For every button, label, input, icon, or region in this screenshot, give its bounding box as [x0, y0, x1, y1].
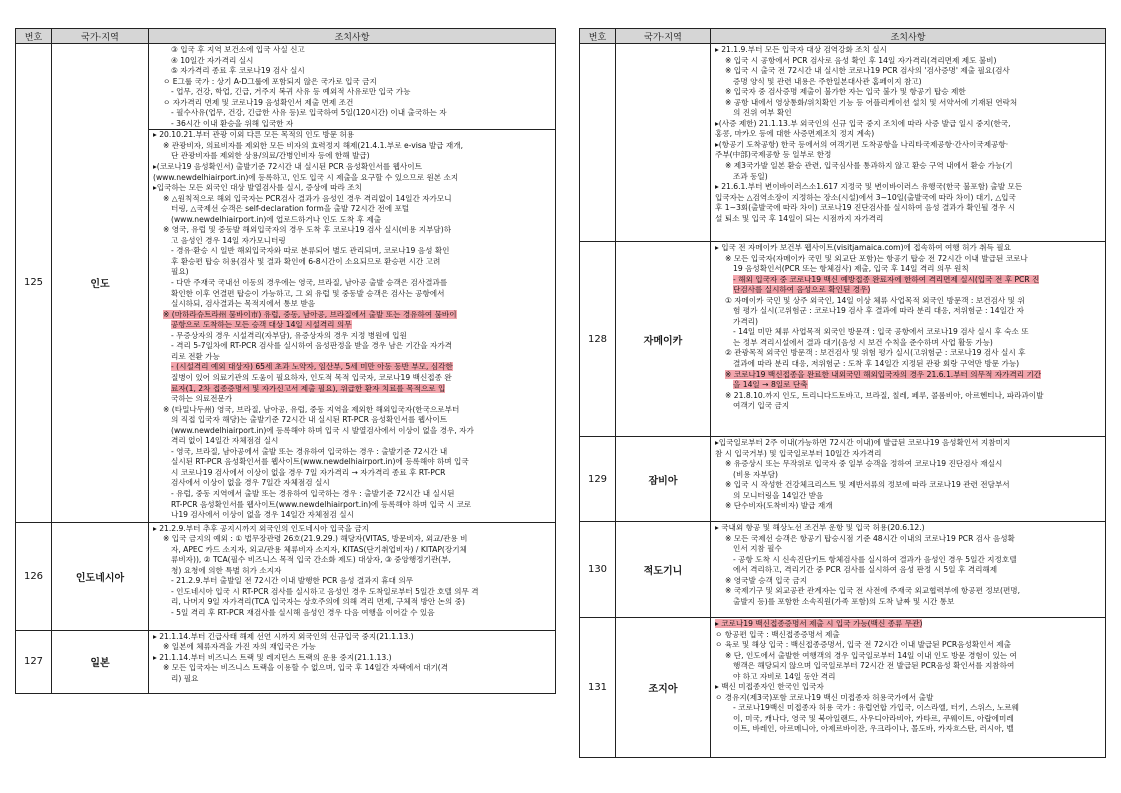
country-name: 적도기니: [616, 522, 711, 618]
measure-line: 확인한 이후 연결편 탑승이 가능하고, 그 외 유럽 및 중동발 승객은 검사는 공항에서: [171, 288, 445, 298]
measure-line: ※ 21.8.10.까지 인도, 트리니다드토바고, 브라질, 칠레, 페루, 콜롬비아, 아르헨티나, 파라과이발: [725, 390, 1044, 400]
highlighted-text: 료자(1, 2차 접종증명서 및 자가신고서 제출 필요), 위급한 환자 치료를 목적으로 입: [171, 383, 446, 393]
table-header-row: [16, 29, 556, 44]
measure-line: ※ 일본에 체류자격을 가진 자의 재입국은 가능: [163, 642, 316, 652]
measure-line: ② 관광목적 외국인 방문객 : 보건검사 및 위험 평가 실시(고위험군 : 코로나19 검사 실시 후: [725, 348, 1026, 358]
measure-line: 는 정부 격리시설에서 결과 대기(음성 시 보건 수칙을 준수하며 사업 활동 가능): [733, 337, 993, 347]
measure-line: 고 음성인 경우 14일 자가모니터링: [171, 235, 286, 245]
measure-line: ※ 입국 시 출국 전 72시간 내 실시한 코로나19 PCR 검사의 '검사증명' 제출 필요(검사: [725, 66, 1010, 76]
measures-cell: [149, 522, 556, 630]
measure-line: ㅇ E그룹 국가 : 상기 A-D그룹에 포함되지 않은 국가로 입국 금지: [163, 76, 377, 86]
measure-line: [153, 384, 552, 395]
measure-line: [715, 285, 1102, 296]
measure-line: ※ 영국, 유럽 및 중동발 해외입국자의 경우 도착 후 코로나19 검사 실시(비용 지부담)하: [163, 225, 452, 235]
table-row: [580, 242, 1106, 437]
measure-line: ㅇ 항공편 입국 : 백신접종증명서 제출: [715, 629, 840, 639]
measure-line: RT-PCR 음성확인서를 웹사이트(www.newdelhiairport.in)에 등록해야 하며 입국 시 코로: [171, 499, 472, 509]
measure-line: ※ 유증상시 또는 무작위로 입국자 중 일부 승객을 정하여 코로나19 진단검사 재실시: [725, 459, 1003, 469]
measure-line: 주부(中部)국제공항 등 일부로 한정: [715, 150, 832, 160]
measure-line: - 다만 주재국 국내선 이동의 경우에는 영국, 브라질, 남아공 출발 승객은 검사결과를: [171, 278, 448, 288]
measure-line: ※ 입국 시 공항에서 PCR 검사로 음성 확인 후 14일 자가격리(격리면제 제도 불비): [725, 55, 997, 65]
table-row: [16, 630, 556, 693]
measure-line: 행객은 해당되지 않으며 입국일로부터 72시간 전 발급된 PCR음성 확인서를 지참하여: [733, 661, 1015, 671]
row-number: 129: [580, 437, 616, 522]
measure-line: ※ 영국발 승객 입국 금지: [725, 575, 808, 585]
measure-line: 리로 전환 가능: [171, 351, 220, 361]
header-country: 국가·지역: [616, 29, 711, 44]
measure-line: 청) 요청에 의한 특별 허가 소지자: [171, 565, 282, 575]
measure-line: ▸(코로나19 음성확인서) 출발기준 72시간 내 실시된 PCR 음성확인서를 웹사이트: [153, 162, 422, 172]
left-measures-table: [15, 28, 556, 694]
measure-line: 야 하고 자비로 14일 동안 격리: [733, 671, 836, 681]
country-name: [616, 44, 711, 242]
measures-cell: [149, 44, 556, 523]
measure-line: [715, 275, 1102, 286]
measure-line: ㅇ 자가격리 면제 및 코로나19 음성확인서 제출 면제 조건: [163, 97, 354, 107]
measure-line: 나19 검사에서 이상이 없을 경우 14일간 자체점검 실시: [171, 510, 354, 520]
measure-line: ※ 입국 금지의 예외 : ① 법무장관령 26호(21.9.29.) 해당자(VITAS, 방문비자, 외교/관용 비: [163, 534, 468, 544]
measure-line: ▸ 백신 미접종자인 한국인 입국자: [715, 682, 824, 692]
measure-line: ▸입국일로부터 2주 이내(가능하면 72시간 이내)에 발급된 코로나19 음성확인서 지참미지: [715, 438, 1011, 447]
measure-line: 실시하되, 검사결과는 목적지에서 통보 받음: [171, 299, 316, 309]
country-name: 인도: [52, 44, 149, 523]
header-measures: 조치사항: [711, 29, 1106, 44]
measure-line: ▸(사증 제한) 21.1.13.부 외국인의 신규 입국 중지 조치에 따라 사증 발급 일시 중지(한국,: [715, 118, 1011, 128]
measure-line: 필요): [171, 267, 189, 277]
highlighted-text: 을 14일 → 8일로 단축: [733, 380, 808, 390]
measure-line: 인서 지참 필수: [733, 544, 782, 554]
measure-line: 참 시 입국거부) 및 입국일로부터 10일간 자가격리: [715, 448, 882, 458]
measure-line: ※ 단수비자(도착비자) 발급 재개: [725, 501, 833, 511]
measure-line: 리) 필요: [171, 673, 199, 683]
measure-line: 질병이 있어 의료기관의 도움이 필요하자, 인도적 목적 입국자, 코로나19 백신접종 완: [171, 372, 452, 382]
measure-line: 리, 나머지 9일 자가격리(TCA 입국자는 상호주의에 의해 격리 면제, 구체적 방안 논의 중): [171, 597, 465, 607]
measure-line: - 유럽, 중동 지역에서 출발 또는 경유하여 입국하는 경우 : 출발기준 72시간 내 실시된: [171, 488, 455, 498]
measure-line: ▸ 21.1.9.부터 모든 입국자 대상 검역강화 조치 실시: [715, 45, 887, 54]
measure-line: - 필수사유(업무, 건강, 긴급한 사유 등)로 입국하여 5일(120시간) 이내 출국하는 자: [171, 108, 447, 118]
measure-line: (비용 자부담): [733, 469, 779, 479]
measure-line: 의 진위 여부 확인: [733, 108, 792, 118]
measure-line: 국하는 의료전문가: [171, 394, 233, 404]
measure-line: 격리 없이 14일간 자체점검 실시: [171, 436, 279, 446]
measure-line: 이트, 바레인, 아르메니아, 아제르바이잔, 우크라이나, 몰도바, 카자흐스탄, 러시아, 벨: [733, 724, 1014, 734]
measure-line: ㅇ 경유지(제3국)포함 코로나19 백신 미접종자 허용국가에서 출발: [715, 692, 934, 702]
highlighted-text: ※ (마하라슈트라州 뭄바이市) 유럽, 중동, 남아공, 브라질에서 출발 또는 경유하여 뭄바이: [163, 309, 457, 319]
row-number: 125: [16, 44, 52, 523]
right-measures-table: [579, 28, 1106, 758]
measure-line: ① 자메이카 국민 및 상주 외국인, 14일 이상 체류 사업목적 외국인 방문객 : 보건검사 및 위: [725, 295, 1025, 305]
measure-line: ▸ 20.10.21.부터 관광 이외 다른 모든 목적의 인도 방문 허용: [149, 129, 555, 141]
measure-line: - 공항 도착 시 신속진단키트 항체검사를 실시하여 결과가 음성인 경우 5일간 지정호텔: [733, 554, 1017, 564]
measure-line: 가격리): [733, 316, 758, 326]
measure-line: - 인도네시아 입국 시 RT-PCR 검사를 실시하고 음성인 경우 도착일로부터 5일간 호텔 의무 격: [171, 586, 479, 596]
table-row: [16, 522, 556, 630]
measure-line: ㅇ 육로 및 해상 입국 : 백신접종증명서, 입국 전 72시간 이내 발급된 PCR음성확인서 제출: [715, 640, 1011, 650]
measure-line: ⑤ 자가격리 종료 후 코로나19 검사 실시: [171, 66, 305, 76]
measure-line: 조과 동일): [733, 171, 768, 181]
row-number: 127: [16, 630, 52, 693]
measure-line: 단 관광비자를 제외한 상용/의료/간병인비자 등에 한해 발급): [171, 151, 370, 161]
measure-line: ▸ 21.1.14.부터 긴급사태 해제 선언 시까지 외국인의 신규입국 중지(21.1.13.): [153, 631, 414, 641]
measure-line: 19 음성확인서(PCR 또는 항체검사) 제출, 입국 후 14일 격리 의무 원칙: [733, 264, 969, 274]
highlighted-text: ▸ 코로나19 백신접종증명서 제출 시 입국 가능(백신 종류 무관): [715, 619, 923, 628]
measure-line: 터링, △국제선 승객은 self-declaration form을 출발 72시간 전에 포털: [171, 204, 410, 214]
measures-cell: [711, 437, 1106, 522]
measure-line: ※ 입국자 중 검사증명 제출이 불가한 자는 입국 불가 및 항공기 탑승 제한: [725, 87, 966, 97]
row-number: 128: [580, 242, 616, 437]
highlighted-text: - 해외 입국자 중 코로나19 백신 예방접종 완료자에 한하여 격리면제 실시(입국 전 후 PCR 진: [733, 274, 1040, 284]
measure-line: ▸(항공기 도착공항) 한국 등에서의 여객기편 도착공항을 나리타국제공항·간사이국제공항·: [715, 139, 1009, 149]
measures-cell: [149, 630, 556, 693]
measures-cell: [711, 242, 1106, 437]
measure-line: 출발지 등)를 포함한 소속직원(가족 포함)의 도착 날짜 및 시간 통보: [733, 596, 955, 606]
measure-line: - 업무, 건강, 학업, 긴급, 거주지 복귀 사유 등 예외적 사유로만 입국 가능: [171, 87, 411, 97]
measure-line: ※ 모든 입국자는 비즈니스 트랙을 이용할 수 없으며, 입국 후 14일간 자택에서 대기(격: [163, 663, 449, 673]
row-number: 126: [16, 522, 52, 630]
highlighted-text: 단검사를 실시하여 음성으로 확인된 경우): [733, 285, 871, 295]
table-row: [16, 44, 556, 523]
measure-line: 결과에 따라 분리 대응, 저위험군 : 도착 후 14일간 지정된 관광 회랑 구역만 방문 가능): [733, 359, 1020, 369]
measure-line: - 21.2.9.부터 출발일 전 72시간 이내 발행한 PCR 음성 결과지 휴대 의무: [171, 576, 414, 586]
measure-line: ※ 관광비자, 의료비자를 제외한 모든 비자의 효력정지 해제(21.4.1.부로 e-visa 발급 재개,: [163, 140, 464, 150]
measures-cell: [711, 44, 1106, 242]
measure-line: 에서 격리하고, 격리기간 중 PCR 검사를 실시하여 음성 판정 시 5일 후 격리해제: [733, 565, 998, 575]
measure-line: 입국자는 △검역소장이 지정하는 장소(시설)에서 3~10일(출발국에 따라 차이) 대기, △입국: [715, 192, 1016, 202]
measure-line: ▸입국하는 모든 외국인 대상 발열검사를 실시, 증상에 따라 조치: [153, 183, 362, 193]
measure-line: - 무증상자의 경우 시설격리(자부담), 유증상자의 경우 지정 병원에 입원: [171, 330, 407, 340]
table-row: [580, 44, 1106, 242]
measure-line: (www.newdelhiairport.in)에 업로드하거나 인도 도착 후 제출: [171, 214, 382, 224]
measure-line: ※ 공항 내에서 영상통화/위치확인 기능 등 어플리케이션 설치 및 서약서에 기재된 연락처: [725, 97, 1018, 107]
header-num: 번호: [16, 29, 52, 44]
measure-line: 여객기 입국 금지: [733, 401, 790, 411]
measure-line: ▸ 21.1.14.부터 비즈니스 트랙 및 레지던스 트랙의 운용 중지(21.1.13.): [153, 652, 392, 662]
measure-line: ※ 단, 인도에서 출발한 여행객의 경우 입국일로부터 14일 이내 인도 방문 경험이 있는 여: [725, 650, 1017, 660]
country-name: 일본: [52, 630, 149, 693]
measure-line: - 격리 5-7일차에 RT-PCR 검사를 실시하여 음성판정을 받을 경우 남은 기간을 자가격: [171, 341, 452, 351]
measure-line: [715, 370, 1102, 381]
measure-line: [153, 320, 552, 331]
measure-line: 후 1~3회(출발국에 따라 차이) 코로나19 진단검사를 실시하여 음성 결과가 확인될 경우 시: [715, 203, 1016, 213]
table-row: [580, 437, 1106, 522]
measure-line: 자, APEC 카드 소지자, 외교/관용 체류비자 소지자, KITAS(단기취업비자) / KITAP(장기체: [171, 544, 467, 554]
measure-line: - 14일 미만 체류 사업목적 외국인 방문객 : 입국 공항에서 코로나19 검사 실시 후 숙소 또: [733, 327, 1029, 337]
measure-line: 홍콩, 마카오 등에 대한 사증면제조치 정지 계속): [715, 129, 875, 139]
measure-line: 이, 미국, 캐나다, 영국 및 북아일랜드, 사우디아라비아, 카타르, 쿠웨이트, 아랍에미레: [733, 713, 1014, 723]
measure-line: 증명 양식 및 관련 내용은 주한일본대사관 홈페이지 참고): [733, 76, 922, 86]
country-name: 조지아: [616, 618, 711, 758]
left-table-column: [15, 28, 556, 694]
measures-cell: [711, 618, 1106, 758]
measure-line: ※ (타밀나두州) 영국, 브라질, 남아공, 유럽, 중동 지역을 제외한 해외입국자(한국으로부터: [163, 404, 460, 414]
measure-line: ※ 국제기구 및 외교공관 관계자는 입국 전 사전에 주재국 외교협력부에 항공편 정보(편명,: [725, 586, 1021, 596]
measure-line: ※ △원칙적으로 해외 입국자는 PCR검사 결과가 음성인 경우 격리없이 14일간 자가모니: [163, 193, 452, 203]
measure-line: 류비자)), ② TCA(필수 비즈니스 목적 입국 간소화 제도) 대상자, ③ 중앙행정기관(부,: [171, 555, 451, 565]
measure-line: [715, 380, 1102, 391]
table-row: [580, 618, 1106, 758]
measure-line: [715, 619, 1102, 630]
measure-line: ▸ 21.2.9.부터 추후 공지시까지 외국인의 인도네시아 입국을 금지: [153, 523, 369, 533]
row-number: 130: [580, 522, 616, 618]
measure-line: ※ 모든 국제선 승객은 항공기 탑승시점 기준 48시간 이내의 코로나19 PCR 검사 음성확: [725, 533, 1015, 543]
header-measures: 조치사항: [149, 29, 556, 44]
measure-line: ▸ 국내외 항공 및 해상노선 조건부 운항 및 입국 허용(20.6.12.): [715, 523, 925, 532]
highlighted-text: ※ 코로나19 백신접종을 완료한 내외국민 해외입국자의 경우 21.6.1.부터 의무적 자가격리 기간: [725, 369, 1042, 379]
measure-line: - 코로나19백신 미접종자 허용 국가 : 유럽연합 가입국, 이스라엘, 터키, 스위스, 노르웨: [733, 703, 1019, 713]
table-header-row: [580, 29, 1106, 44]
measure-line: 시 코로나19 검사에서 이상이 없을 경우 7일 자가격리 → 자가격리 종료 후 RT-PCR: [171, 467, 446, 477]
measure-line: 의 모니터링을 14일간 받음: [733, 490, 824, 500]
highlighted-text: - (시설격리 예외 대상자) 65세 초과 노약자, 임산부, 5세 미만 아동 동반 부모, 심각한: [171, 362, 453, 372]
measure-line: ※ 모든 입국자(자메이카 국민 및 외교단 포함)는 항공기 탑승 전 72시간 이내 발급된 코로나: [725, 253, 1028, 263]
measure-line: - 5일 격리 후 RT-PCR 재검사를 실시해 음성인 경우 다음 여행을 이어갈 수 있음: [171, 607, 435, 617]
country-name: 인도네시아: [52, 522, 149, 630]
header-num: 번호: [580, 29, 616, 44]
highlighted-text: 공항으로 도착하는 모든 승객 대상 14일 시설격리 의무: [171, 320, 352, 330]
table-row: [580, 522, 1106, 618]
measure-line: - 36시간 이내 환승을 위해 입국한 자: [171, 118, 294, 128]
right-table-column: [579, 28, 1106, 758]
measure-line: ※ 입국 시 작성한 건강체크리스트 및 제반서류의 정보에 따라 코로나19 관련 전담부서: [725, 480, 1010, 490]
measure-line: ※ 제3국가발 일본 환승 관련, 입국심사를 통과하지 않고 환승 구역 내에서 환승 가능(기: [725, 161, 1013, 171]
measure-line: 검사에서 이상이 없을 경우 7일간 자체점검 실시: [171, 478, 330, 488]
measures-cell: [711, 522, 1106, 618]
measure-line: ▸ 입국 전 자메이카 보건부 웹사이트(visitjamaica.com)에 접속하여 여행 허가 취득 필요: [715, 243, 1011, 252]
measure-line: 후 환승편 탑승 허용(검사 및 결과 확인에 6-8시간이 소요되므로 환승편 시간 고려: [171, 256, 441, 266]
measure-line: - 영국, 브라질, 남아공에서 출발 또는 경유하여 입국하는 경우 : 출발기준 72시간 내: [171, 446, 448, 456]
measure-line: 의 직접 입국자 해당)는 출발기준 72시간 내 실시된 RT-PCR 음성확인서를 웹사이트: [171, 415, 448, 425]
measure-line: 실시된 RT-PCR 음성확인서를 웹사이트(www.newdelhiairport.in)에 등록해야 하며 입국: [171, 457, 469, 467]
country-name: 자메이카: [616, 242, 711, 437]
measure-line: 험 평가 실시(고위험군 : 코로나19 검사 후 결과에 따라 분리 대응, 저위험군 : 14일간 자: [733, 306, 1025, 316]
measure-line: ▸ 21.6.1.부터 변이바이러스소1.617 지정국 및 변이바이러스 유행국(한국 불포함) 출발 모든: [715, 182, 1023, 192]
measure-line: (www.newdelhiairport.in)에 등록하고, 인도 입국 시 제출을 요구할 수 있으므로 원본 소지: [153, 172, 459, 182]
measure-line: [153, 310, 552, 321]
measure-line: [153, 362, 552, 373]
measure-line: - 경유·환승 시 일반 해외입국자와 따로 분류되어 별도 관리되며, 코로나19 음성 확인: [171, 246, 450, 256]
row-number: [580, 44, 616, 242]
measure-line: 설 퇴소 및 입국 후 14일이 되는 시점까지 자가격리: [715, 213, 884, 223]
country-name: 잠비아: [616, 437, 711, 522]
measure-line: ③ 입국 후 지역 보건소에 입국 사실 신고: [171, 45, 305, 54]
row-number: 131: [580, 618, 616, 758]
measure-line: ④ 10일간 자가격리 실시: [171, 55, 254, 65]
measure-line: (www.newdelhiairport.in)에 등록해야 하며 입국 시 발열검사에서 이상이 없을 경우, 자가: [171, 425, 474, 435]
header-country: 국가·지역: [52, 29, 149, 44]
